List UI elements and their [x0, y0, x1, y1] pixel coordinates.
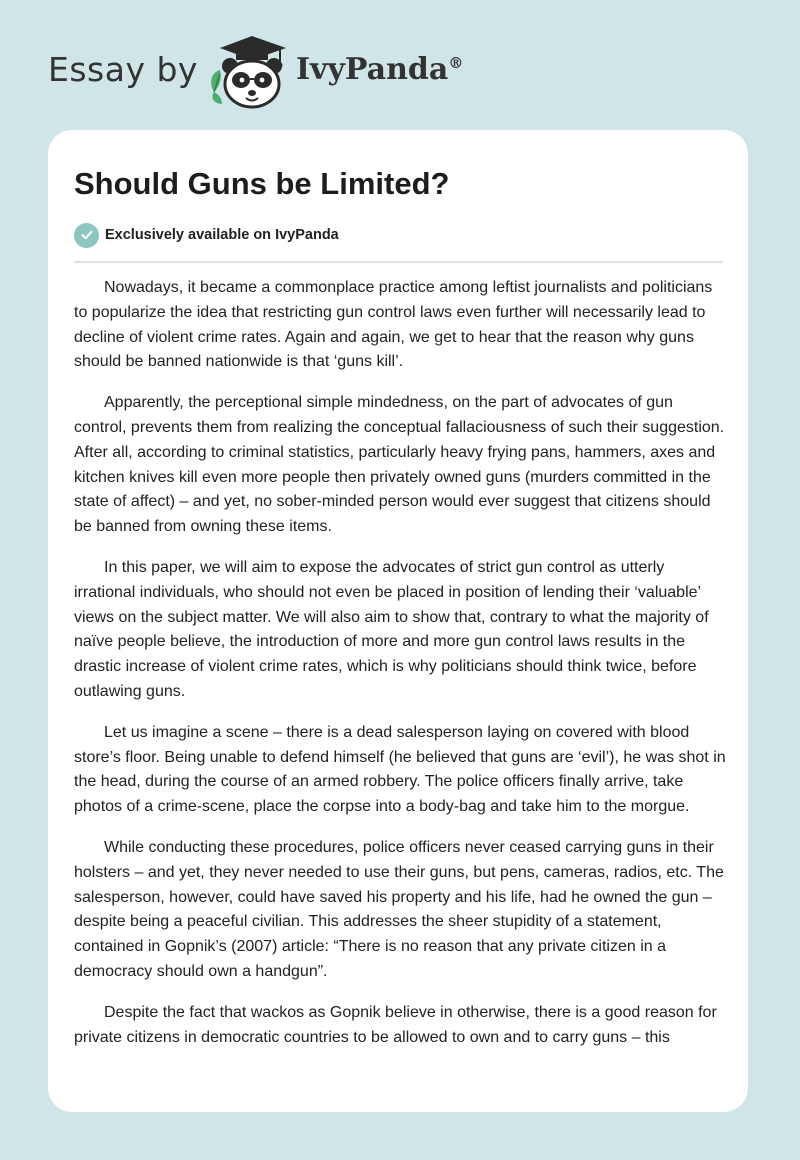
paragraph: Despite the fact that wackos as Gopnik believe in otherwise, there is a good reason for private citizens in democratic countries to be allowed to own and to carry guns – this — [74, 1003, 717, 1046]
paragraph: While conducting these procedures, police officers never ceased carrying guns in their holsters – and yet, they never needed to use their guns, but pens, cameras, radios, etc. The salesperson, however, could have saved his property and his life, had he owned the gun – despite being a peaceful civilian. This addresses the sheer stupidity of a statement, contained in Gopnik’s (2007) article: “There is no reason that any private citizen in a democracy should own a handgun”. — [74, 838, 724, 980]
site-header — [0, 0, 800, 130]
registered-mark: ® — [448, 54, 464, 72]
check-circle-icon — [74, 223, 99, 248]
divider — [74, 261, 723, 263]
essay-body — [74, 276, 726, 1066]
paragraph: Let us imagine a scene – there is a dead salesperson laying on covered with blood store’s floor. Being unable to defend himself (he believed that guns are ‘evil’), he was shot in the head, during the course of an armed robbery. The police officers finally arrive, take photos of a crime-scene, place the corpse into a body-bag and take him to the morgue. — [74, 723, 726, 816]
exclusive-badge — [74, 222, 339, 248]
panda-graduate-logo-icon[interactable] — [200, 34, 296, 110]
badge-label: Exclusively available on IvyPanda — [105, 227, 339, 243]
page-title: Should Guns be Limited? — [74, 166, 450, 201]
brand-name-text: IvyPanda — [296, 52, 449, 87]
brand-name[interactable] — [296, 52, 463, 87]
paragraph: Apparently, the perceptional simple mindedness, on the part of advocates of gun control, prevents them from realizing the conceptual fallaciousness of such their suggestion. After all, according to criminal statistics, particularly heavy frying pans, hammers, axes and kitchen knives kill even more people then privately owned guns (murders committed in the state of affect) – and yet, no sober-minded person would ever suggest that citizens should be banned from owning these items. — [74, 394, 725, 536]
paragraph: In this paper, we will aim to expose the advocates of strict gun control as utterly irrational individuals, who should not even be placed in position of lending their ‘valuable’ views on the subject matter. We will also aim to show that, contrary to what the majority of naïve people believe, the introduction of more and more gun control laws results in the drastic increase of violent crime rates, which is why politicians should think twice, before outlawing guns. — [74, 558, 709, 700]
brand-prefix: Essay by — [48, 50, 198, 89]
paragraph: Nowadays, it became a commonplace practice among leftist journalists and politicians to popularize the idea that restricting gun control laws even further will necessarily lead to decline of violent crime rates. Again and again, we get to hear that the reason why guns should be banned nationwide is that ‘guns kill’. — [74, 279, 713, 371]
essay-card — [48, 130, 748, 1112]
